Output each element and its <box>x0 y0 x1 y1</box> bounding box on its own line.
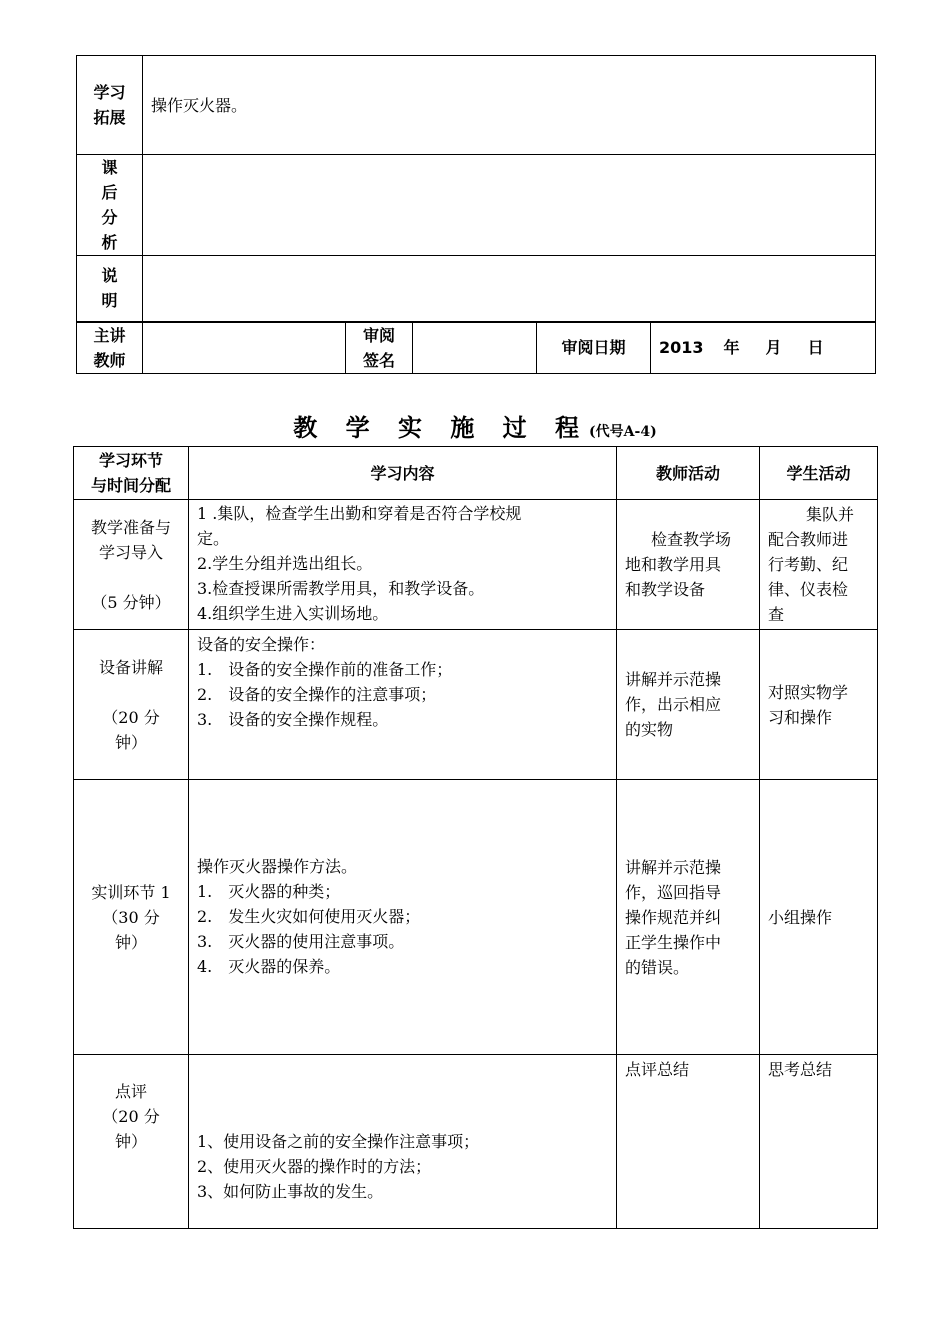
student-activity-cell: 集队并 配合教师进 行考勤、纪 律、仪表检 查 <box>760 500 878 630</box>
student-activity-cell: 小组操作 <box>760 780 878 1055</box>
table-row <box>77 256 876 322</box>
review-signature-value <box>413 322 537 374</box>
learning-extension-label: 学习 拓展 <box>77 56 143 155</box>
date-year-unit: 年 <box>723 338 740 357</box>
stage-cell: 设备讲解 （20 分 钟） <box>74 630 189 780</box>
section-title-code: (代号A-4) <box>589 424 657 440</box>
date-year: 2013 <box>659 338 704 357</box>
table-header-row <box>74 447 878 500</box>
student-activity-cell: 对照实物学 习和操作 <box>760 630 878 780</box>
teacher-activity-cell: 讲解并示范操 作，巡回指导 操作规范并纠 正学生操作中 的错误。 <box>617 780 760 1055</box>
header-teacher: 教师活动 <box>617 447 760 500</box>
review-date-label: 审阅日期 <box>537 322 651 374</box>
teacher-activity-cell: 检查教学场 地和教学用具 和教学设备 <box>617 500 760 630</box>
header-student: 学生活动 <box>760 447 878 500</box>
table-row <box>74 500 878 630</box>
lecturer-label: 主讲 教师 <box>77 322 143 374</box>
content-cell: 1 .集队，检查学生出勤和穿着是否符合学校规 定。 2.学生分组并选出组长。 3.检查授课所需教学用具，和教学设备。 4.组织学生进入实训场地。 <box>189 500 617 630</box>
header-content: 学习内容 <box>189 447 617 500</box>
post-class-analysis-content <box>143 155 876 256</box>
content-cell: 操作灭火器操作方法。 1. 灭火器的种类； 2. 发生火灾如何使用灭火器； 3. 灭火器的使用注意事项。 4. 灭火器的保养。 <box>189 780 617 1055</box>
review-date-value <box>651 322 876 374</box>
date-day-unit: 日 <box>807 338 824 357</box>
teaching-process-table <box>73 446 878 1229</box>
learning-extension-content: 操作灭火器。 <box>143 56 876 155</box>
content-cell: 1、使用设备之前的安全操作注意事项； 2、使用灭火器的操作时的方法； 3、如何防止事故的发生。 <box>189 1055 617 1229</box>
notes-label: 说 明 <box>77 256 143 322</box>
table-row <box>77 155 876 256</box>
content-cell: 设备的安全操作： 1. 设备的安全操作前的准备工作； 2. 设备的安全操作的注意事项； 3. 设备的安全操作规程。 <box>189 630 617 780</box>
table-row <box>74 1055 878 1229</box>
stage-cell: 实训环节 1 （30 分 钟） <box>74 780 189 1055</box>
section-title-main: 教 学 实 施 过 程 <box>293 413 590 442</box>
student-activity-cell: 思考总结 <box>760 1055 878 1229</box>
stage-cell: 点评 （20 分 钟） <box>74 1055 189 1229</box>
lecturer-value <box>143 322 346 374</box>
post-class-analysis-label: 课 后 分 析 <box>77 155 143 256</box>
review-signature-label: 审阅 签名 <box>346 322 413 374</box>
teacher-activity-cell: 点评总结 <box>617 1055 760 1229</box>
table-row <box>77 322 876 374</box>
header-stage: 学习环节 与时间分配 <box>74 447 189 500</box>
table-row <box>74 630 878 780</box>
notes-content <box>143 256 876 322</box>
lesson-summary-table <box>76 55 876 374</box>
date-month-unit: 月 <box>765 338 782 357</box>
section-title <box>0 408 950 443</box>
table-row <box>77 56 876 155</box>
stage-cell: 教学准备与 学习导入 （5 分钟） <box>74 500 189 630</box>
teacher-activity-cell: 讲解并示范操 作，出示相应 的实物 <box>617 630 760 780</box>
table-row <box>74 780 878 1055</box>
